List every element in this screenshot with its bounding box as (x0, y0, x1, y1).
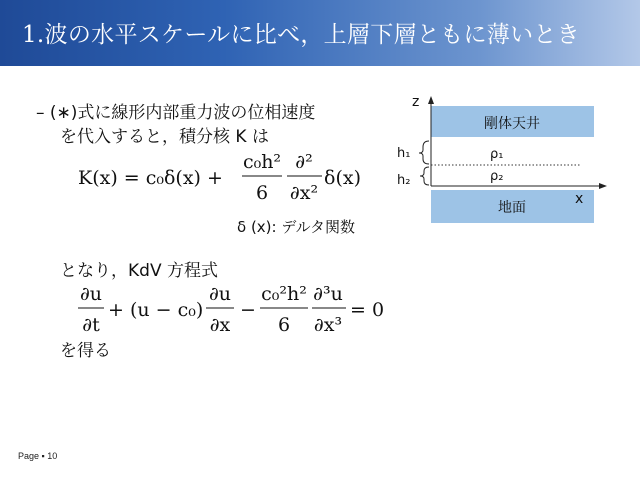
eq2-rhs: = 0 (350, 299, 385, 321)
ground-label: 地面 (498, 200, 526, 216)
h2-label: h₂ (397, 173, 411, 188)
eq1-frac2-numerator: ∂² (295, 151, 313, 173)
h1-brace (419, 141, 429, 164)
z-axis-arrow (428, 96, 434, 104)
eq2-frac3-numerator: c₀²h² (261, 283, 307, 305)
rho1-label: ρ₁ (490, 147, 504, 162)
page-number: Page ▪ 10 (18, 451, 58, 461)
eq1-frac1-numerator: c₀h² (242, 151, 282, 173)
eq1-frac1-denominator: 6 (255, 182, 269, 204)
eq1-frac2-denominator: ∂x² (289, 182, 319, 204)
slide-title: 1.波の水平スケールに比べ，上層下層ともに薄いとき (22, 22, 580, 48)
bullet-line-1: – (∗)式に線形内部重力波の位相速度 (36, 103, 316, 123)
eq2-minus: − (240, 299, 256, 321)
z-axis-label: z (412, 94, 420, 110)
h2-brace (420, 167, 429, 185)
two-layer-diagram (395, 92, 615, 232)
x-axis-arrow (599, 183, 607, 189)
x-axis-label: x (575, 191, 584, 207)
result-line: を得る (60, 341, 111, 361)
eq2-frac2-numerator: ∂u (208, 283, 232, 305)
eq2-frac2-denominator: ∂x (209, 314, 231, 336)
eq2-frac4-numerator: ∂³u (313, 283, 343, 305)
rho2-label: ρ₂ (490, 169, 504, 184)
ceiling-label: 剛体天井 (484, 116, 540, 132)
eq1-tail: δ(x) (324, 167, 361, 189)
eq2-frac1-denominator: ∂t (82, 314, 100, 336)
eq1-lhs: K(x) = c₀δ(x) + (78, 167, 223, 189)
delta-note: δ (x): デルタ関数 (237, 218, 355, 236)
eq2-mid: + (u − c₀) (108, 299, 204, 321)
bullet-line-2: を代入すると，積分核 K は (60, 127, 269, 147)
eq2-frac1-numerator: ∂u (79, 283, 103, 305)
h1-label: h₁ (397, 146, 411, 161)
eq2-frac4-denominator: ∂x³ (313, 314, 343, 336)
eq2-frac3-denominator: 6 (277, 314, 291, 336)
kdv-line: となり，KdV 方程式 (60, 261, 218, 281)
